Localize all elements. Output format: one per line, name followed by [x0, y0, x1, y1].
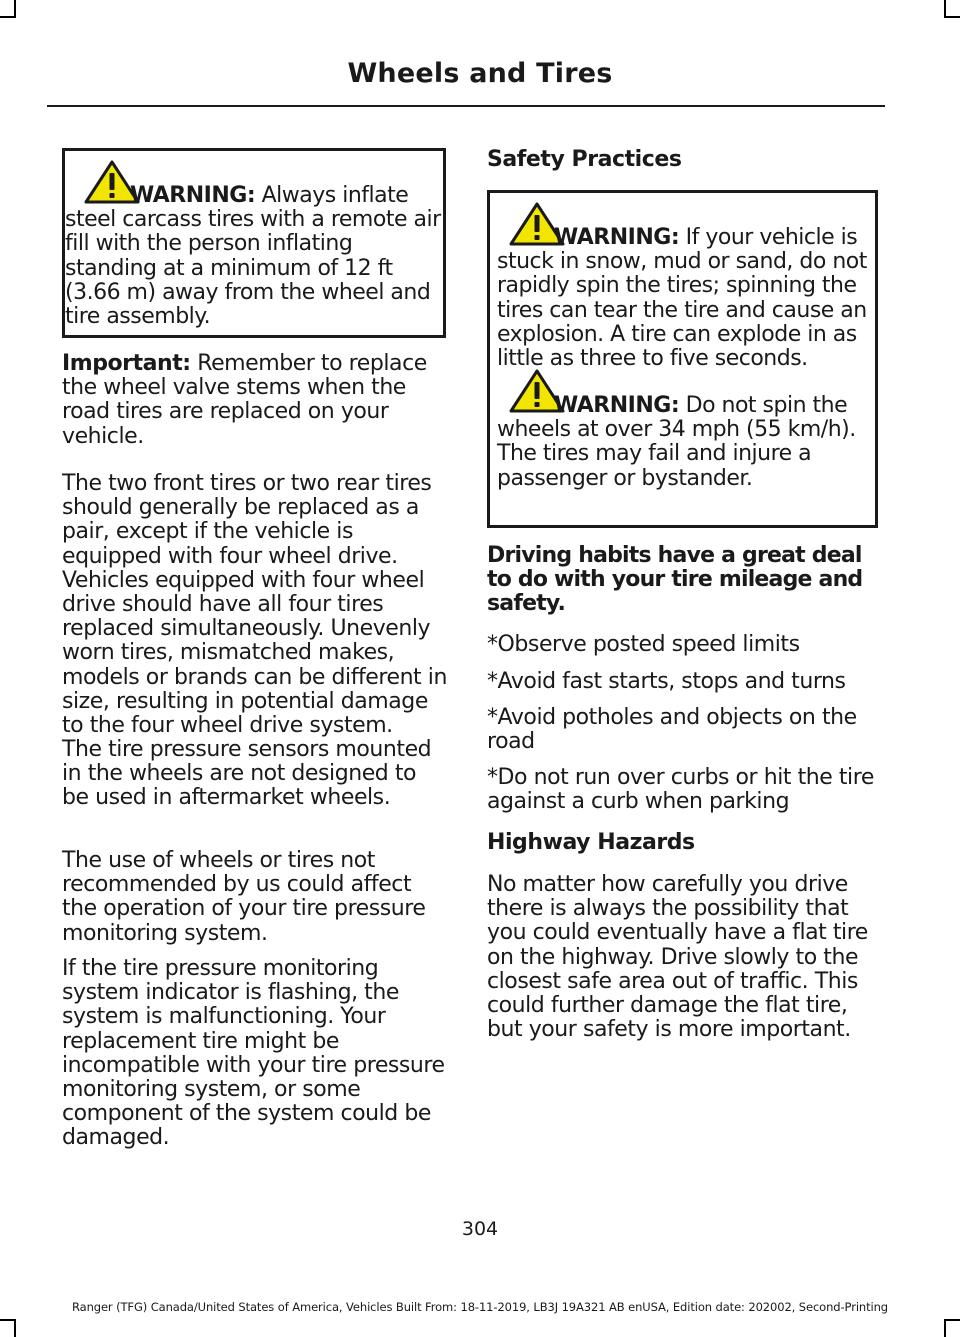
- crop-mark: [0, 16, 16, 18]
- warning-body: steel carcass tires with a remote air fill with the person inflating standing at a minimum of 12 ft (3.66 m) away from the wheel and tire assembly.: [65, 207, 441, 330]
- safety-practices-heading: Safety Practices: [487, 147, 682, 172]
- crop-mark: [944, 1319, 960, 1321]
- header-divider: [47, 105, 885, 107]
- crop-mark: [944, 1319, 946, 1337]
- paragraph-replace-pairs: The two front tires or two rear tires should generally be replaced as a pair, except if the vehicle is equipped with four wheel drive. Vehicles equipped with four wheel drive should have all four tires replaced simultaneously. Unevenly worn tires, mismatched makes, models or brands can be different in size, resulting in potential damage to the four wheel drive system.: [62, 471, 447, 739]
- warning-label: WARNING:: [130, 183, 256, 208]
- important-text: Remember to replace the wheel valve stems when the road tires are replaced on your vehicle.: [62, 351, 427, 449]
- warning-line1: If your vehicle: [685, 225, 835, 250]
- footer-edition-text: Ranger (TFG) Canada/United States of America, Vehicles Built From: 18-11-2019, LB3J 19A321 AB enUSA, Edition date: 202002, Second-Printing: [71, 1300, 888, 1314]
- warning-box: [487, 190, 878, 528]
- warning-label: WARNING:: [554, 393, 680, 418]
- warning-text: [65, 184, 441, 329]
- page-number: 304: [461, 1218, 499, 1240]
- list-item: *Do not run over curbs or hit the tire against a curb when parking: [487, 765, 874, 815]
- paragraph-tpms-flashing: If the tire pressure monitoring system indicator is flashing, the system is malfunctioning. Your replacement tire might be incompatible with your tire pressure monitoring system, or some component of the system could be damaged.: [62, 956, 445, 1151]
- crop-mark: [14, 1319, 16, 1337]
- crop-mark: [0, 1319, 16, 1321]
- page-title: Wheels and Tires: [347, 58, 613, 89]
- crop-mark: [944, 16, 960, 18]
- warning-text-spin-speed: [497, 394, 875, 491]
- list-item: *Avoid fast starts, stops and turns: [487, 669, 846, 694]
- important-label: Important:: [62, 351, 191, 376]
- warning-label: WARNING:: [554, 225, 680, 250]
- warning-line1: Do not spin the: [685, 393, 848, 418]
- list-item: *Observe posted speed limits: [487, 632, 800, 657]
- highway-hazards-paragraph: No matter how carefully you drive there is always the possibility that you could eventually have a flat tire on the highway. Drive slowly to the closest safe area out of traffic. This could further damage the flat tire, but your safety is more important.: [487, 872, 868, 1043]
- warning-box: [62, 148, 446, 338]
- warning-body: is stuck in snow, mud or sand, do not rapidly spin the tires; spinning the tires can tear the tire and cause an explosion. A tire can explode in as little as three to five seconds.: [497, 225, 867, 372]
- paragraph-unrecommended-wheels: The use of wheels or tires not recommended by us could affect the operation of your tire pressure monitoring system.: [62, 848, 426, 946]
- warning-line1: Always inflate: [261, 183, 409, 208]
- warning-body: wheels at over 34 mph (55 km/h). The tires may fail and injure a passenger or bystander.: [497, 417, 856, 491]
- driving-habits-heading: Driving habits have a great deal to do with your tire mileage and safety.: [487, 543, 863, 617]
- warning-text-spin-stuck: [497, 226, 875, 371]
- paragraph-pressure-sensors: The tire pressure sensors mounted in the wheels are not designed to be used in aftermarket wheels.: [62, 737, 432, 811]
- important-paragraph: [62, 352, 448, 449]
- highway-hazards-heading: Highway Hazards: [487, 830, 695, 855]
- list-item: *Avoid potholes and objects on the road: [487, 705, 857, 755]
